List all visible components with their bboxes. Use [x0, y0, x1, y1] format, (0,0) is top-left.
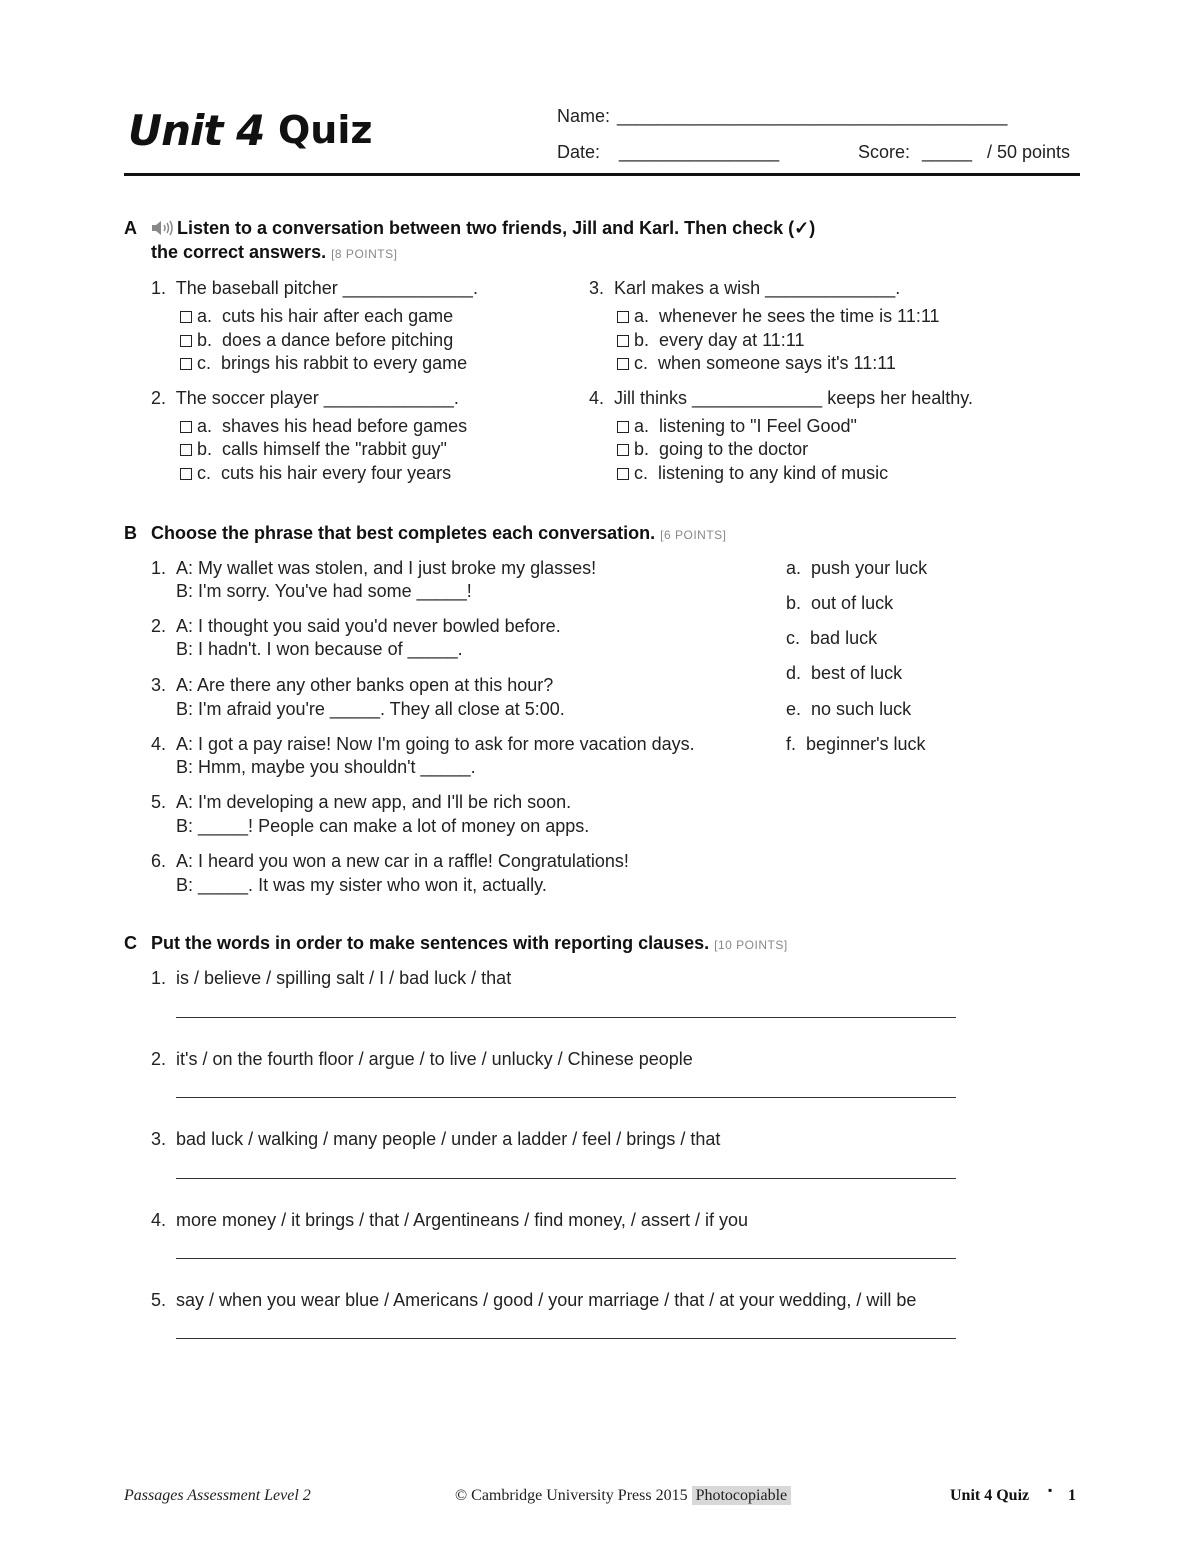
footer-copyright: © Cambridge University Press 2015 Photocopiable	[455, 1487, 791, 1505]
section-b-instruction-row	[151, 523, 727, 544]
question-number: 4.	[589, 388, 605, 408]
checkbox[interactable]	[617, 358, 629, 370]
conversation-line-b[interactable]: B: _____. It was my sister who won it, actually.	[176, 875, 547, 895]
scramble-item: 1. is / believe / spilling salt / I / bad luck / that	[151, 968, 512, 988]
conversation-line-b[interactable]: B: Hmm, maybe you shouldn't _____.	[176, 757, 476, 777]
conversation-line-a: A: I thought you said you'd never bowled before.	[176, 616, 561, 636]
scramble-item: 2. it's / on the fourth floor / argue / to live / unlucky / Chinese people	[151, 1049, 693, 1069]
answer-line[interactable]	[176, 1097, 956, 1098]
conversation-item: 5.	[151, 792, 167, 812]
option-a2-a[interactable]: a. shaves his head before games	[180, 416, 467, 437]
choice-b: b. out of luck	[786, 593, 894, 613]
checkbox[interactable]	[617, 468, 629, 480]
header-rule	[124, 173, 1080, 176]
title-quiz: Quiz	[278, 108, 373, 152]
checkbox[interactable]	[180, 335, 192, 347]
checkbox[interactable]	[180, 358, 192, 370]
title-unit: Unit 4	[128, 106, 265, 155]
question-number: 2.	[151, 388, 167, 408]
scramble-item: 4. more money / it brings / that / Argentineans / find money, / assert / if you	[151, 1210, 748, 1230]
footer-separator: ▪	[1048, 1483, 1053, 1497]
footer-unit-title: Unit 4 Quiz	[950, 1487, 1030, 1504]
section-b-letter: B	[124, 523, 137, 543]
option-a4-c[interactable]: c. listening to any kind of music	[617, 463, 888, 484]
answer-line[interactable]	[176, 1178, 956, 1179]
question-stem: The soccer player _____________.	[175, 388, 459, 408]
conversation-line-a: A: Are there any other banks open at this hour?	[176, 675, 554, 695]
conversation-line-a: A: I got a pay raise! Now I'm going to ask for more vacation days.	[176, 734, 695, 754]
score-field[interactable]: _____	[922, 142, 973, 162]
date-field[interactable]: ________________	[619, 142, 780, 162]
option-a1-c[interactable]: c. brings his rabbit to every game	[180, 353, 467, 374]
checkbox[interactable]	[180, 468, 192, 480]
section-c-instruction: Put the words in order to make sentences with reporting clauses.	[151, 933, 710, 953]
question-number: 1.	[151, 278, 167, 298]
conversation-line-a: A: I heard you won a new car in a raffle! Congratulations!	[176, 851, 629, 871]
option-a2-c[interactable]: c. cuts his hair every four years	[180, 463, 451, 484]
footer-book-title: Passages Assessment Level 2	[124, 1487, 311, 1504]
name-field[interactable]: _______________________________________	[617, 106, 1008, 126]
conversation-item: 1.	[151, 558, 167, 578]
section-a-letter: A	[124, 218, 137, 238]
question-stem: Karl makes a wish _____________.	[614, 278, 901, 298]
conversation-line-b[interactable]: B: _____! People can make a lot of money on apps.	[176, 816, 590, 836]
conversation-item: 2.	[151, 616, 167, 636]
section-c-letter: C	[124, 933, 137, 953]
choice-e: e. no such luck	[786, 699, 912, 719]
conversation-line-b[interactable]: B: I hadn't. I won because of _____.	[176, 639, 463, 659]
conversation-item: 3.	[151, 675, 167, 695]
option-a2-b[interactable]: b. calls himself the "rabbit guy"	[180, 439, 447, 460]
option-a4-a[interactable]: a. listening to "I Feel Good"	[617, 416, 857, 437]
choice-a: a. push your luck	[786, 558, 928, 578]
option-a3-a[interactable]: a. whenever he sees the time is 11:11	[617, 306, 940, 327]
conversation-line-a: A: My wallet was stolen, and I just broke my glasses!	[176, 558, 597, 578]
scramble-item: 3. bad luck / walking / many people / under a ladder / feel / brings / that	[151, 1129, 721, 1149]
checkbox[interactable]	[617, 311, 629, 323]
name-label: Name:	[557, 106, 611, 126]
conversation-line-b[interactable]: B: I'm sorry. You've had some _____!	[176, 581, 472, 601]
question-stem: Jill thinks _____________ keeps her healthy.	[614, 388, 973, 408]
checkbox[interactable]	[180, 444, 192, 456]
conversation-item: 4.	[151, 734, 167, 754]
option-a4-b[interactable]: b. going to the doctor	[617, 439, 808, 460]
section-b-points: [6 POINTS]	[660, 528, 727, 542]
section-c-points: [10 POINTS]	[714, 938, 788, 952]
question-a4	[589, 388, 973, 409]
speaker-icon[interactable]	[151, 220, 173, 241]
section-a-instruction-line2: the correct answers.	[151, 242, 327, 262]
checkbox[interactable]	[617, 421, 629, 433]
answer-line[interactable]	[176, 1017, 956, 1018]
date-label: Date:	[557, 142, 601, 162]
section-a-instruction	[151, 218, 815, 241]
option-a1-b[interactable]: b. does a dance before pitching	[180, 330, 453, 351]
choice-d: d. best of luck	[786, 663, 903, 683]
conversation-line-b[interactable]: B: I'm afraid you're _____. They all close at 5:00.	[176, 699, 565, 719]
checkbox[interactable]	[180, 421, 192, 433]
section-a-points: [8 POINTS]	[331, 247, 398, 261]
conversation-item: 6.	[151, 851, 167, 871]
choice-c: c. bad luck	[786, 628, 878, 648]
section-a-instruction-line2-row	[151, 242, 397, 263]
section-a-instruction-line1: Listen to a conversation between two friends, Jill and Karl. Then check (✓)	[177, 218, 816, 238]
choice-f: f. beginner's luck	[786, 734, 926, 754]
section-b-instruction: Choose the phrase that best completes each conversation.	[151, 523, 656, 543]
question-a2	[151, 388, 459, 409]
score-total: / 50 points	[987, 142, 1071, 162]
checkbox[interactable]	[617, 335, 629, 347]
page-number: 1	[1068, 1487, 1076, 1504]
option-a3-c[interactable]: c. when someone says it's 11:11	[617, 353, 896, 374]
section-c-instruction-row	[151, 933, 788, 954]
answer-line[interactable]	[176, 1258, 956, 1259]
question-a3	[589, 278, 900, 299]
score-label: Score:	[858, 142, 911, 162]
option-a3-b[interactable]: b. every day at 11:11	[617, 330, 804, 351]
question-stem: The baseball pitcher _____________.	[175, 278, 478, 298]
question-number: 3.	[589, 278, 605, 298]
answer-line[interactable]	[176, 1338, 956, 1339]
question-a1	[151, 278, 478, 299]
checkbox[interactable]	[180, 311, 192, 323]
checkbox[interactable]	[617, 444, 629, 456]
scramble-item: 5. say / when you wear blue / Americans / good / your marriage / that / at your wedding, / will be	[151, 1290, 917, 1310]
photocopiable-badge: Photocopiable	[692, 1486, 792, 1505]
conversation-line-a: A: I'm developing a new app, and I'll be rich soon.	[176, 792, 572, 812]
option-a1-a[interactable]: a. cuts his hair after each game	[180, 306, 453, 327]
